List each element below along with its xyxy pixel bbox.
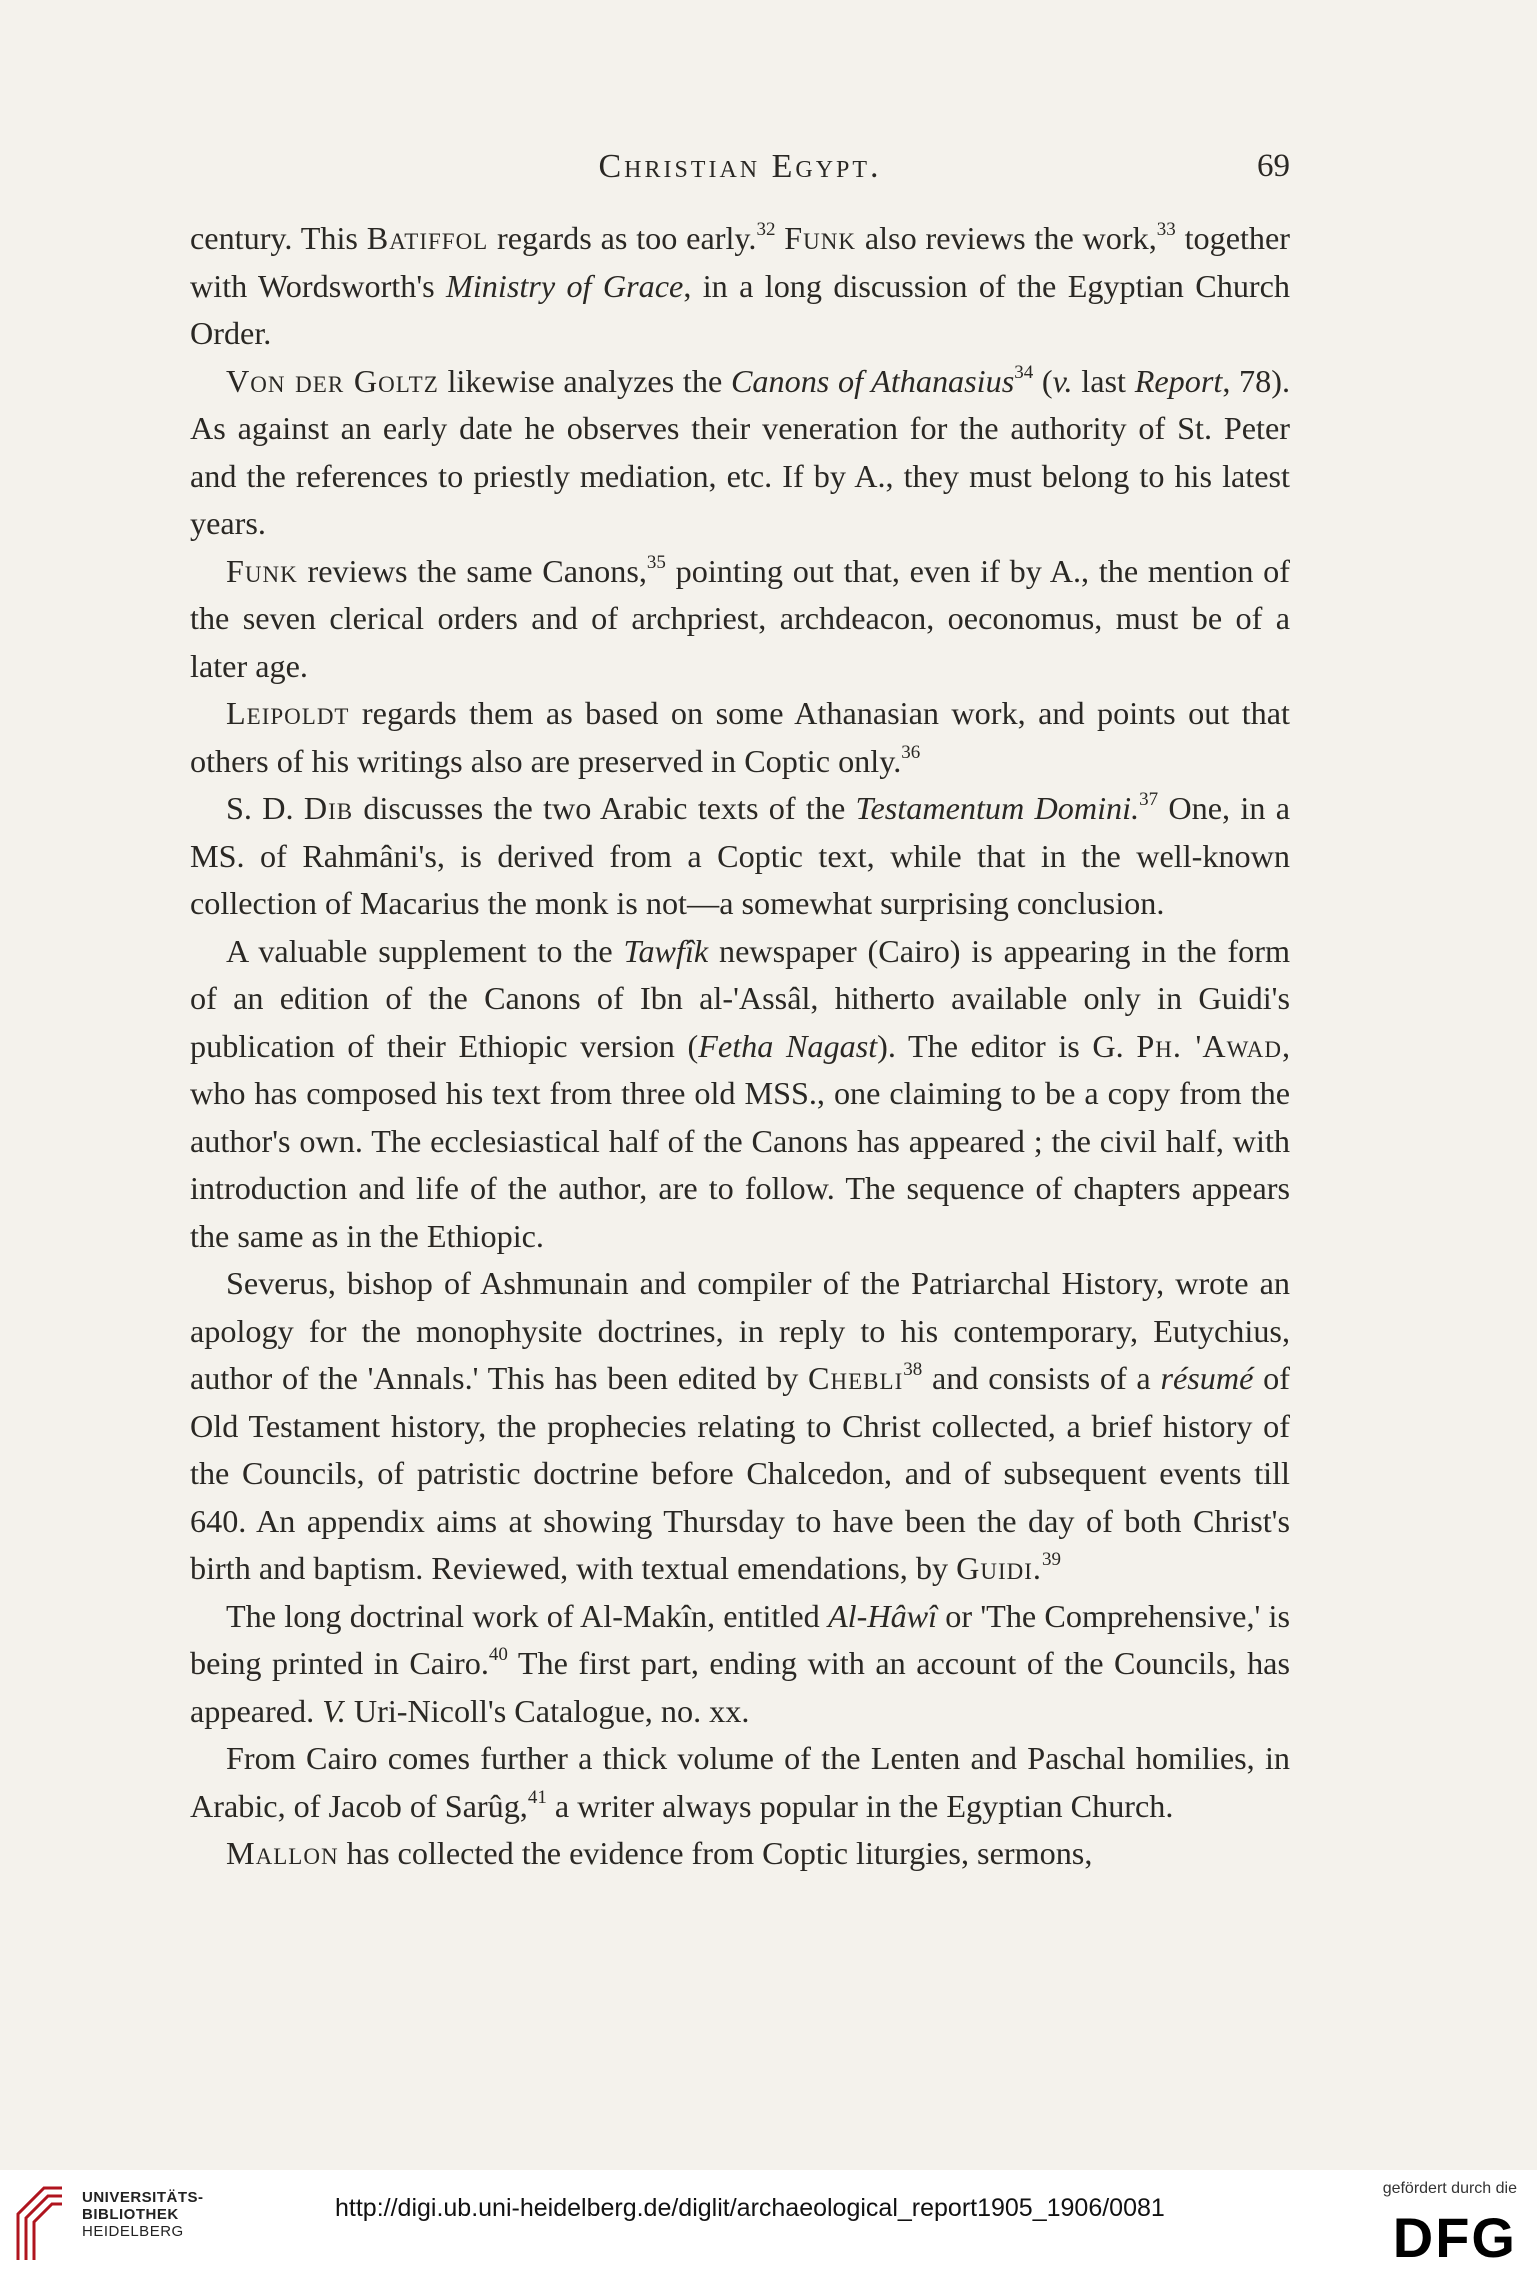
library-line-2: BIBLIOTHEK: [82, 2206, 179, 2223]
text-run: , 78). As against an early date he observes their veneration for the authority of St. Peter and the references to priestly mediation, etc. If by A., they must belong to his latest years.: [190, 362, 1291, 541]
text-run: pointing out that, even if by A., the mention of the seven clerical orders and of archpriest, archdeacon, oeconomus, must be of a later age.: [190, 552, 1290, 684]
text-run: regards as too early.: [488, 220, 757, 256]
text-run: newspaper (Cairo) is appearing in the form of an edition of the Canons of Ibn al-'Assâl, hitherto available only in Guidi's publication of their Ethiopic version (: [190, 932, 1290, 1064]
text-run: (: [1033, 362, 1053, 399]
paragraph: [190, 1830, 1290, 1878]
footnote-ref: 36: [901, 741, 921, 763]
italic-text: Fetha Nagast: [698, 1027, 878, 1064]
footnote-ref: 39: [1041, 1549, 1061, 1570]
text-run: likewise analyzes the: [438, 362, 731, 399]
text-run: also reviews the work,: [856, 220, 1157, 256]
text-run: One, in a MS. of Rahmâni's, is derived from a Coptic text, while that in the well-known collection of Macarius the monk is not—a somewhat surprising conclusion.: [190, 790, 1291, 921]
small-caps-name: Mallon: [226, 1835, 339, 1871]
small-caps-name: Guidi.: [956, 1550, 1042, 1586]
page-number: 69: [1257, 148, 1290, 184]
library-line-3: HEIDELBERG: [82, 2223, 184, 2240]
italic-text: Ministry of Grace: [446, 267, 684, 304]
small-caps-name: Leipoldt: [226, 695, 350, 731]
footnote-ref: 40: [488, 1644, 508, 1665]
text-run: The first part, ending with an account of the Councils, has appeared.: [190, 1645, 1290, 1729]
footnote-ref: 35: [646, 551, 666, 573]
text-run: The long doctrinal work of Al-Makîn, entitled: [226, 1597, 828, 1634]
footnote-ref: 34: [1014, 361, 1034, 383]
text-run: , in a long discussion of the Egyptian Church Order.: [190, 267, 1291, 351]
text-run: reviews the same Canons,: [297, 552, 647, 589]
text-run: of Old Testament history, the prophecies relating to Christ collected, a brief history of the Councils, of patristic doctrine before Chalcedon, and of subsequent events till 640. An appendix aims at showing Thursday to have been the day of both Christ's birth and baptism. Reviewed, with textual emendations, by: [190, 1360, 1290, 1586]
text-run: ). The editor is G.: [877, 1027, 1137, 1064]
footnote-ref: 37: [1139, 789, 1159, 810]
small-caps-name: Ph. 'Awad: [1136, 1027, 1282, 1064]
text-run: century. This: [190, 220, 367, 256]
page-header: [190, 148, 1290, 198]
text-run: and consists of a: [922, 1360, 1161, 1396]
paragraph: [190, 928, 1290, 1261]
paragraph: [190, 1735, 1290, 1830]
italic-text: V.: [322, 1692, 346, 1729]
paragraph: [190, 215, 1290, 358]
library-line-1: UNIVERSITÄTS-: [82, 2189, 204, 2206]
text-run: Uri-Nicoll's Catalogue, no. xx.: [345, 1692, 750, 1729]
dfg-logo[interactable]: DFG: [1392, 2206, 1517, 2269]
text-run: has collected the evidence from Coptic liturgies, sermons,: [338, 1835, 1093, 1871]
footnote-ref: 33: [1156, 219, 1176, 240]
small-caps-name: Dib: [303, 790, 354, 826]
italic-text: Tawfîk: [623, 932, 709, 969]
footnote-ref: 32: [756, 219, 776, 240]
text-run: Severus, bishop of Ashmunain and compiler of the Patriarchal History, wrote an apology for the monophysite doctrines, in reply to his contemporary, Eutychius, author of the 'Annals.' This has been edited by: [190, 1265, 1290, 1396]
paragraph: [190, 785, 1290, 928]
small-caps-name: Funk: [226, 552, 298, 589]
paragraph: [190, 690, 1290, 785]
paragraph: [190, 1260, 1290, 1593]
text-run: a writer always popular in the Egyptian Church.: [546, 1787, 1174, 1824]
small-caps-name: Chebli: [808, 1360, 904, 1396]
italic-text: Report: [1134, 362, 1223, 399]
body-text: [190, 215, 1290, 1878]
text-run: , who has composed his text from three old MSS., one claiming to be a copy from the author's own. The ecclesiastical half of the Canons has appeared ; the civil half, with introduction and life of the author, are to follow. The sequence of chapters appears the same as in the Ethiopic.: [190, 1027, 1290, 1254]
small-caps-name: Funk: [784, 220, 857, 256]
library-name: [82, 2189, 204, 2240]
italic-text: Testamentum Domini.: [855, 790, 1140, 826]
footnote-ref: 41: [527, 1786, 547, 1808]
source-url-link[interactable]: http://digi.ub.uni-heidelberg.de/diglit/archaeological_report1905_1906/0081: [335, 2194, 1165, 2222]
italic-text: Canons of Athanasius: [730, 362, 1015, 399]
text-run: together with Wordsworth's: [190, 220, 1291, 304]
paragraph: [190, 358, 1290, 548]
text-run: regards them as based on some Athanasian work, and points out that others of his writings also are preserved in Coptic only.: [190, 695, 1290, 779]
footnote-ref: 38: [903, 1359, 923, 1380]
italic-text: Al-Hâwî: [828, 1597, 938, 1634]
italic-text: résumé: [1160, 1360, 1254, 1396]
text-run: discusses the two Arabic texts of the: [353, 790, 856, 826]
paragraph: [190, 1593, 1290, 1736]
paragraph: [190, 548, 1290, 691]
italic-text: v.: [1052, 362, 1073, 399]
text-run: S. D.: [226, 790, 304, 826]
funding-text: gefördert durch die: [1382, 2180, 1517, 2197]
text-run: A valuable supplement to the: [226, 932, 624, 969]
footer-bar: [0, 2170, 1537, 2279]
university-library-logo-icon[interactable]: [14, 2184, 66, 2262]
text-run: [775, 220, 784, 256]
text-run: or 'The Comprehensive,' is being printed in Cairo.: [190, 1597, 1290, 1681]
small-caps-name: Batiffol: [366, 220, 489, 256]
small-caps-name: Von der Goltz: [226, 362, 439, 399]
text-run: From Cairo comes further a thick volume of the Lenten and Paschal homilies, in Arabic, of Jacob of Sarûg,: [190, 1740, 1290, 1824]
running-title: Christian Egypt.: [598, 148, 882, 185]
text-run: last: [1072, 362, 1135, 399]
